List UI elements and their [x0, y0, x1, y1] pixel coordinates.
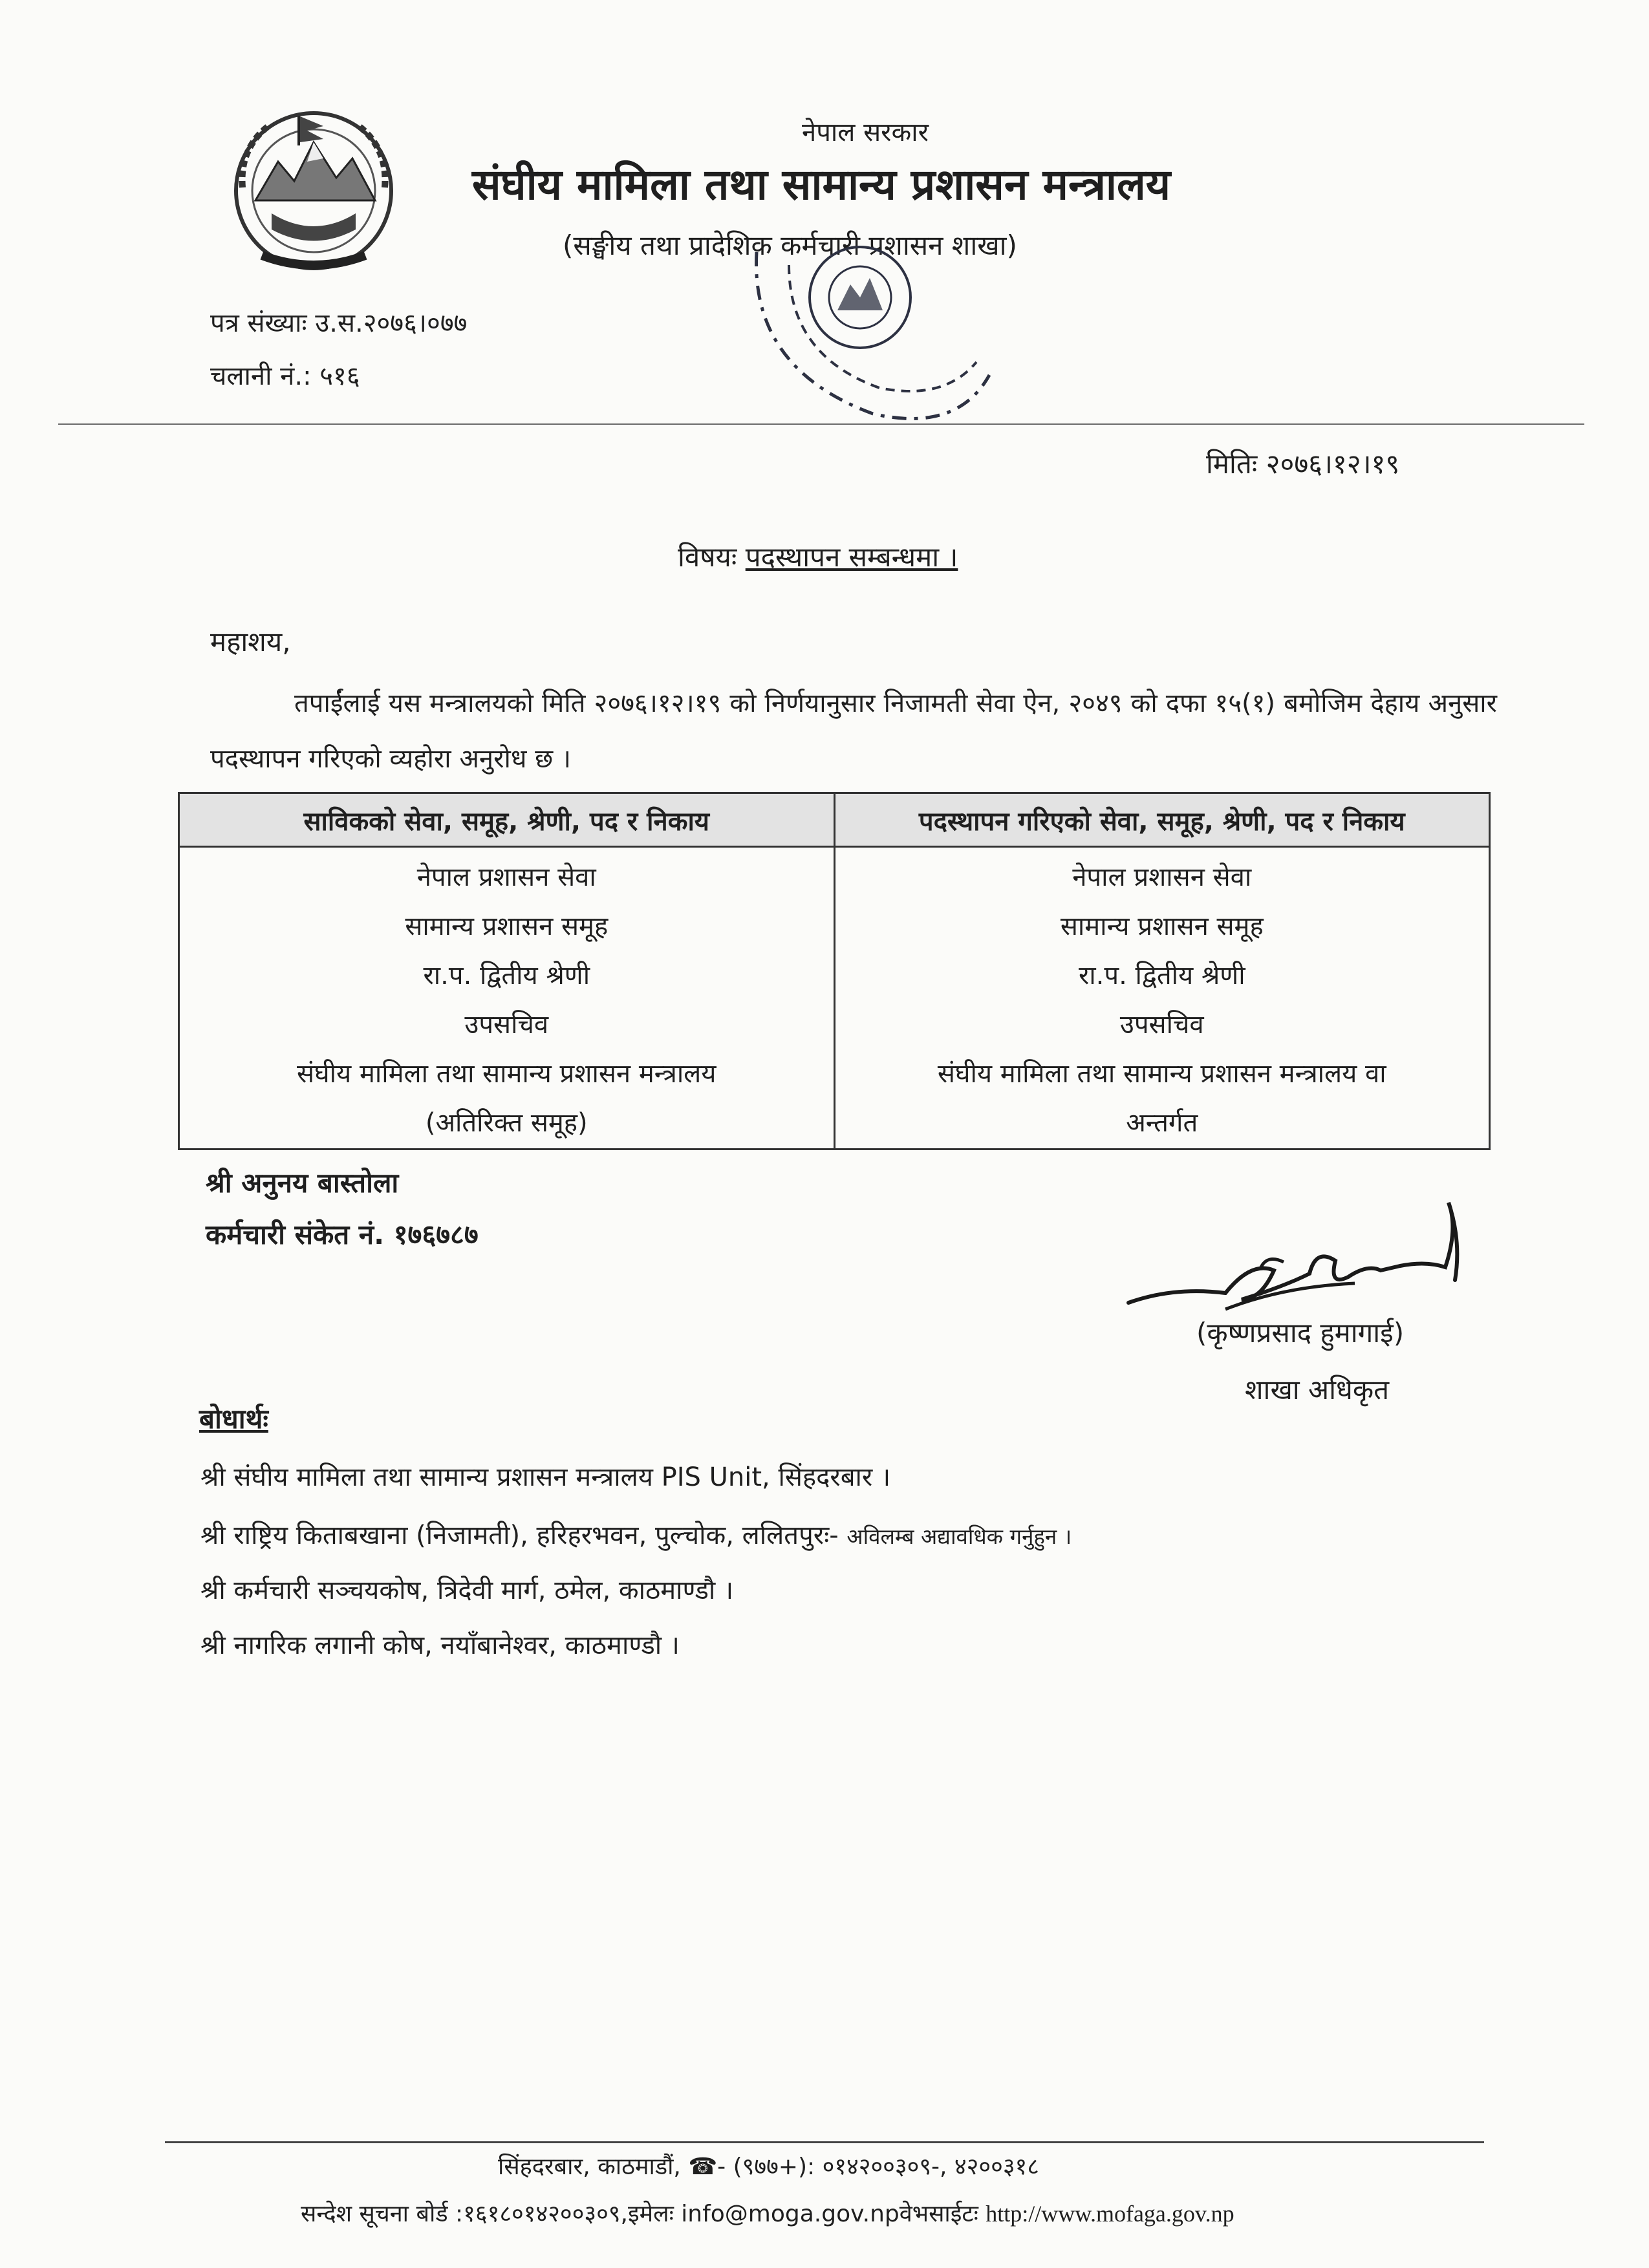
- previous-posting-header: साविकको सेवा, समूह, श्रेणी, पद र निकाय: [179, 793, 835, 847]
- letter-date: मितिः २०७६।१२।१९: [1206, 448, 1400, 480]
- footer-notice-email: सन्देश सूचना बोर्ड :१६१८०१४२००३०९,इमेलः info@moga.gov.np: [301, 2201, 900, 2227]
- header-divider: [58, 423, 1584, 425]
- previous-service: नेपाल प्रशासन सेवा: [416, 862, 596, 892]
- previous-office-note: (अतिरिक्त समूह): [425, 1108, 588, 1138]
- subject-text: पदस्थापन सम्बन्धमा ।: [745, 541, 958, 573]
- new-posting-cell: [834, 847, 1490, 1150]
- footer-website-link[interactable]: http://www.mofaga.gov.np: [986, 2201, 1234, 2227]
- footer-website-label: वेभसाईटः: [899, 2201, 978, 2227]
- posting-table: [178, 792, 1491, 1150]
- branch-name: (सङ्घीय तथा प्रादेशिक कर्मचारी प्रशासन शाखा): [563, 230, 1017, 261]
- previous-post: उपसचिव: [464, 1010, 549, 1040]
- subject-line: [678, 538, 958, 575]
- new-posting-header: पदस्थापन गरिएको सेवा, समूह, श्रेणी, पद र निकाय: [834, 793, 1490, 847]
- previous-class: रा.प. द्वितीय श्रेणी: [423, 961, 590, 990]
- cc-item: श्री कर्मचारी सञ्चयकोष, त्रिदेवी मार्ग, ठमेल, काठमाण्डौ ।: [200, 1576, 734, 1605]
- letter-number: पत्र संख्याः उ.स.२०७६।०७७: [210, 308, 468, 338]
- nepal-government-emblem-icon: [217, 91, 411, 284]
- new-post: उपसचिव: [1119, 1010, 1204, 1040]
- previous-office: संघीय मामिला तथा सामान्य प्रशासन मन्त्रालय: [297, 1059, 717, 1089]
- new-office-note: अन्तर्गत: [1126, 1108, 1198, 1138]
- cc-item: श्री संघीय मामिला तथा सामान्य प्रशासन मन्त्रालय PIS Unit, सिंहदरबार ।: [200, 1462, 891, 1492]
- cc-item-note: अविलम्ब अद्यावधिक गर्नुहुन ।: [846, 1524, 1072, 1549]
- cc-item-text: श्री राष्ट्रिय किताबखाना (निजामती), हरिहरभवन, पुल्चोक, ललितपुरः-: [200, 1521, 839, 1550]
- subject-label: विषयः: [678, 541, 737, 573]
- signatory-designation: शाखा अधिकृत: [1245, 1374, 1390, 1406]
- footer-divider: [165, 2141, 1484, 2143]
- footer-address-phone: सिंहदरबार, काठमाडौं, ☎- (९७७+): ०१४२००३०९-, ४२००३१८: [498, 2154, 1039, 2180]
- new-class: रा.प. द्वितीय श्रेणी: [1078, 961, 1245, 990]
- government-name: नेपाल सरकार: [802, 118, 929, 147]
- body-paragraph: तपाईंलाई यस मन्त्रालयको मिति २०७६।१२।१९ को निर्णयानुसार निजामती सेवा ऐन, २०४९ को दफा १५(१) बमोजिम देहाय अनुसार पदस्थापन गरिएको व्यहोरा अनुरोध छ ।: [210, 689, 1497, 774]
- cc-item: श्री नागरिक लगानी कोष, नयाँबानेश्वर, काठमाण्डौ ।: [200, 1631, 680, 1660]
- signatory-name: (कृष्णप्रसाद हुमागाई): [1196, 1317, 1405, 1349]
- ministry-name: संघीय मामिला तथा सामान्य प्रशासन मन्त्रालय: [472, 160, 1171, 209]
- dispatch-number: चलानी नं.: ५१६: [210, 361, 360, 391]
- previous-group: सामान्य प्रशासन समूह: [405, 912, 609, 941]
- new-office: संघीय मामिला तथा सामान्य प्रशासन मन्त्रालय वा: [937, 1059, 1386, 1089]
- footer-contact: [301, 2197, 1234, 2229]
- recipient-employee-id: कर्मचारी संकेत नं. १७६७८७: [206, 1219, 479, 1250]
- recipient-name: श्री अनुनय बास्तोला: [206, 1167, 399, 1199]
- cc-heading: बोधार्थः: [199, 1403, 268, 1435]
- new-group: सामान्य प्रशासन समूह: [1060, 912, 1264, 941]
- cc-item: [200, 1516, 1072, 1552]
- previous-posting-cell: [179, 847, 835, 1150]
- new-service: नेपाल प्रशासन सेवा: [1072, 862, 1252, 892]
- salutation: महाशय,: [210, 626, 291, 658]
- ministry-round-stamp-icon: [731, 239, 1009, 433]
